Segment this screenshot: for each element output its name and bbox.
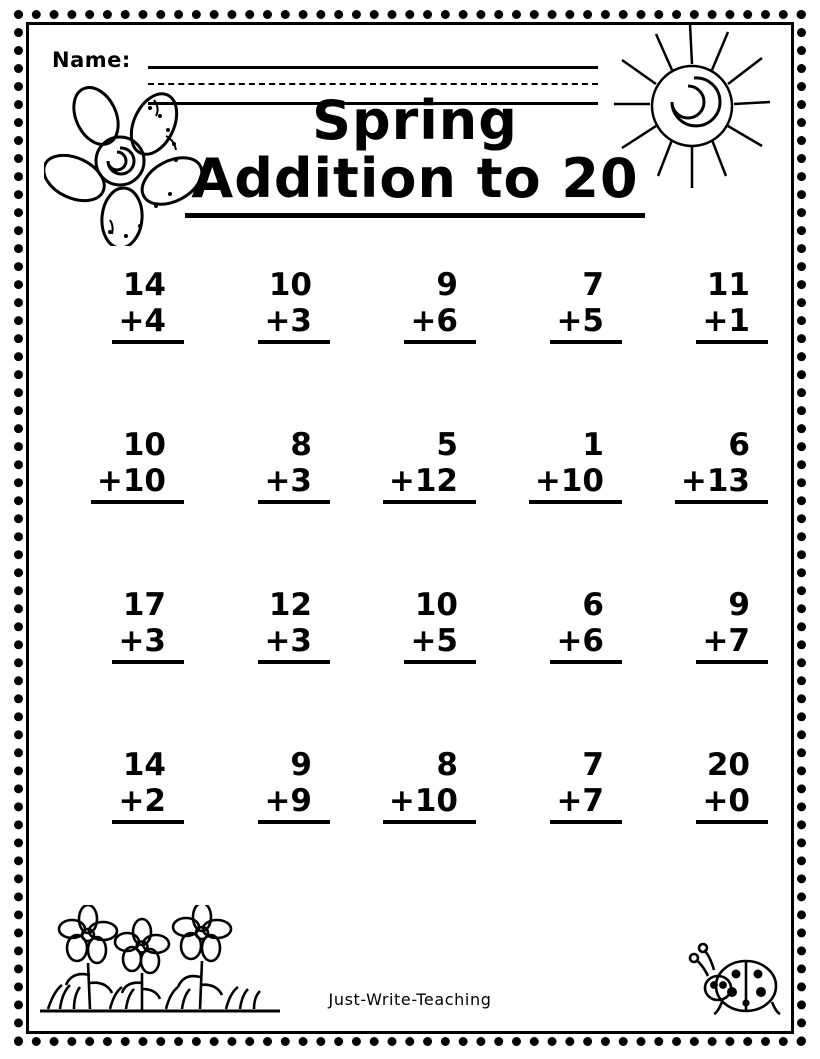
name-writing-line-middle[interactable] [148,83,598,85]
problem-cell[interactable] [494,428,622,588]
problem-cell[interactable] [494,748,622,908]
problem-cell[interactable] [640,748,768,908]
addend-top: 9 [728,587,750,623]
addend-bottom: +10 [529,464,622,505]
problem-cell[interactable] [494,588,622,748]
addend-bottom: +5 [550,304,622,345]
addend-bottom: +3 [112,624,184,665]
problem-cell[interactable] [56,748,184,908]
problem-cell[interactable] [348,268,476,428]
addend-top: 20 [706,747,750,783]
problem-cell[interactable] [348,748,476,908]
addend-bottom: +10 [383,784,476,825]
addend-top: 10 [414,587,458,623]
title-line-1: Spring [312,89,518,152]
addend-top: 7 [582,267,604,303]
problem-cell[interactable] [56,428,184,588]
problem-cell[interactable] [640,428,768,588]
addend-bottom: +13 [675,464,768,505]
problem-cell[interactable] [56,588,184,748]
addend-top: 8 [290,427,312,463]
flower-icon [44,86,214,246]
addend-bottom: +5 [404,624,476,665]
addend-top: 12 [268,587,312,623]
problem-row [56,748,768,908]
addend-top: 14 [122,747,166,783]
name-label: Name: [52,48,131,72]
addend-top: 5 [436,427,458,463]
problem-cell[interactable] [56,268,184,428]
addend-bottom: +12 [383,464,476,505]
page-title [180,89,650,218]
problem-row [56,268,768,428]
addend-top: 10 [122,427,166,463]
name-field-row [52,38,612,86]
title-underline [185,213,645,218]
addend-bottom: +3 [258,304,330,345]
addend-top: 11 [706,267,750,303]
problem-cell[interactable] [202,588,330,748]
addend-bottom: +9 [258,784,330,825]
addend-top: 6 [728,427,750,463]
addend-top: 10 [268,267,312,303]
title-line-2: Addition to 20 [191,147,639,211]
addend-top: 14 [122,267,166,303]
problem-cell[interactable] [494,268,622,428]
addend-top: 9 [290,747,312,783]
addend-bottom: +1 [696,304,768,345]
addend-top: 17 [122,587,166,623]
addend-bottom: +7 [696,624,768,665]
problem-cell[interactable] [348,588,476,748]
addend-bottom: +6 [550,624,622,665]
problem-cell[interactable] [640,588,768,748]
addend-bottom: +7 [550,784,622,825]
sun-icon [612,18,772,198]
name-writing-line-top[interactable] [148,66,598,69]
problem-row [56,588,768,748]
addend-top: 6 [582,587,604,623]
problem-cell[interactable] [202,748,330,908]
problem-cell[interactable] [202,428,330,588]
problem-cell[interactable] [202,268,330,428]
addend-bottom: +3 [258,624,330,665]
addend-bottom: +2 [112,784,184,825]
problems-grid [56,268,768,908]
addend-top: 8 [436,747,458,783]
addend-bottom: +3 [258,464,330,505]
problem-row [56,428,768,588]
addend-top: 7 [582,747,604,783]
problem-cell[interactable] [348,428,476,588]
footer-credit: Just-Write-Teaching [328,990,492,1009]
addend-bottom: +4 [112,304,184,345]
addend-top: 9 [436,267,458,303]
addend-top: 1 [582,427,604,463]
addend-bottom: +10 [91,464,184,505]
problem-cell[interactable] [640,268,768,428]
addend-bottom: +6 [404,304,476,345]
addend-bottom: +0 [696,784,768,825]
